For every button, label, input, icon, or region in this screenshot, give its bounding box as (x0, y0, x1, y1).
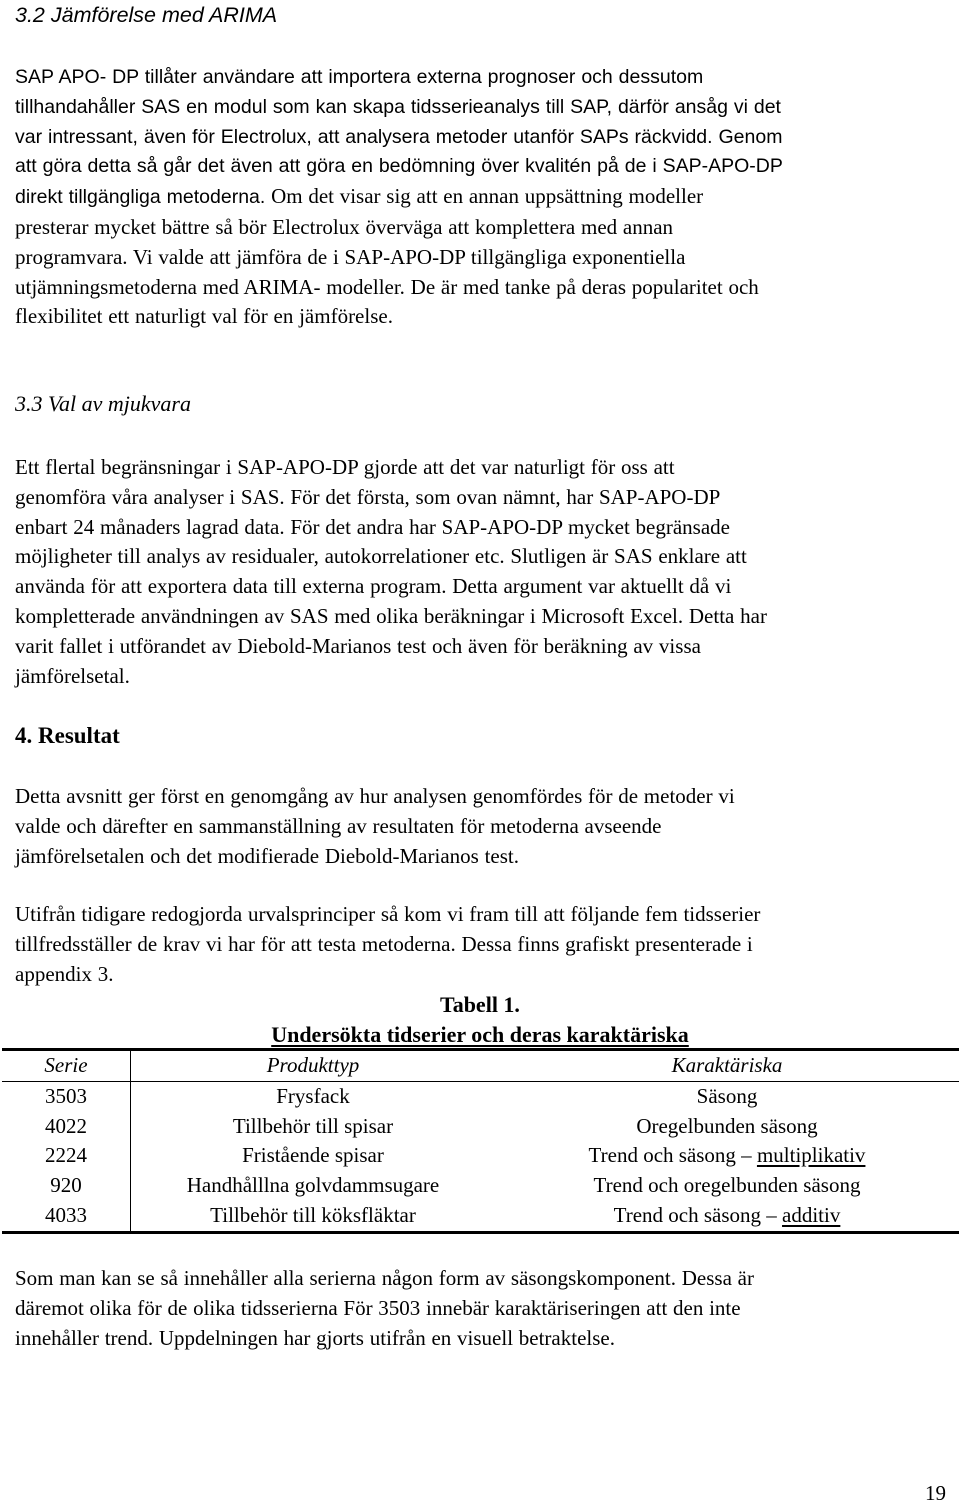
table-caption-number: Tabell 1. (440, 992, 520, 1017)
cell-karaktariska-text: Trend och säsong – (588, 1143, 757, 1168)
text-line: utjämningsmetoderna med ARIMA- modeller. De är med tanke på deras popularitet och (15, 274, 759, 299)
cell-karaktariska-underlined: multiplikativ (756, 1143, 866, 1168)
section-4-paragraph-2 (15, 900, 960, 989)
section-3-3-paragraph (15, 453, 960, 691)
text-line: jämförelsetal. (15, 663, 130, 688)
closing-paragraph (15, 1264, 960, 1353)
text-line: var intressant, även för Electrolux, att analysera metoder utanför SAPs räckvidd. Genom (15, 125, 783, 148)
table-caption-title (0, 1020, 960, 1050)
text-line: tillfredsställer de krav vi har för att testa metoderna. Dessa finns grafiskt presenterade i (15, 931, 753, 956)
cell-serie: 4033 (2, 1201, 131, 1232)
cell-produkttyp: Tillbehör till köksfläktar (210, 1202, 416, 1227)
section-4-paragraph-1 (15, 782, 960, 871)
cell-produkttyp: Tillbehör till spisar (232, 1113, 394, 1138)
column-header-produkttyp: Produkttyp (266, 1053, 360, 1077)
text-line: möjligheter till analys av residualer, autokorrelationer etc. Slutligen är SAS enklare att (15, 544, 747, 569)
text-line: valde och därefter en sammanställning av resultaten för metoderna avseende (15, 813, 662, 838)
table-row (2, 1081, 959, 1111)
text-segment-serif: Om det visar sig att en annan uppsättning modeller (271, 184, 704, 209)
cell-serie: 2224 (2, 1141, 131, 1171)
section-3-2-paragraph (15, 63, 960, 332)
text-line: att göra detta så går det även att göra en bedömning över kvalitén på de i SAP-APO-DP (15, 155, 783, 178)
text-line: varit fallet i utförandet av Diebold-Marianos test och även för beräkning av vissa (15, 633, 701, 658)
text-line-mixed (15, 182, 960, 213)
cell-produkttyp: Frysfack (276, 1083, 350, 1108)
text-line: genomföra våra analyser i SAS. För det första, som ovan nämnt, har SAP-APO-DP (15, 484, 721, 509)
cell-karaktariska (495, 1141, 959, 1171)
column-header-serie: Serie (2, 1050, 131, 1082)
cell-serie: 3503 (2, 1081, 131, 1111)
cell-karaktariska-text: Trend och säsong – (613, 1202, 783, 1227)
text-line: Ett flertal begränsningar i SAP-APO-DP gjorde att det var naturligt för oss att (15, 455, 675, 479)
cell-karaktariska (495, 1081, 959, 1111)
cell-karaktariska-text: Trend och oregelbunden säsong (593, 1173, 861, 1198)
text-line: tillhandahåller SAS en modul som kan skapa tidsserieanalys till SAP, därför ansåg vi det (15, 95, 781, 118)
text-line: kompletterade användningen av SAS med olika beräkningar i Microsoft Excel. Detta har (15, 603, 767, 628)
data-table (2, 1048, 959, 1234)
text-line: jämförelsetalen och det modifierade Diebold-Marianos test. (15, 843, 519, 868)
text-line: programvara. Vi valde att jämföra de i SAP-APO-DP tillgängliga exponentiella (15, 244, 686, 269)
table-row (2, 1112, 959, 1142)
text-line: flexibilitet ett naturligt val för en jämförelse. (15, 304, 393, 329)
text-line: SAP APO- DP tillåter användare att importera externa prognoser och dessutom (15, 66, 704, 88)
cell-karaktariska (495, 1171, 959, 1201)
cell-produkttyp: Handhålllna golvdammsugare (186, 1173, 440, 1198)
column-header-karaktariska: Karaktäriska (671, 1053, 783, 1077)
table-caption-title-text: Undersökta tidserier och deras karaktäriska (271, 1022, 689, 1047)
table-row (2, 1171, 959, 1201)
cell-karaktariska (495, 1201, 959, 1232)
cell-serie: 4022 (2, 1112, 131, 1142)
text-line: appendix 3. (15, 961, 114, 986)
table-row (2, 1141, 959, 1171)
cell-produkttyp: Fristående spisar (242, 1143, 384, 1168)
text-segment-sans: direkt tillgängliga metoderna. (15, 186, 266, 209)
section-heading-4: 4. Resultat (15, 723, 120, 748)
section-heading-3-2: 3.2 Jämförelse med ARIMA (15, 3, 278, 27)
cell-serie: 920 (2, 1171, 131, 1201)
cell-karaktariska-text: Säsong (696, 1083, 758, 1108)
text-line: använda för att exportera data till externa program. Detta argument var aktuellt då vi (15, 574, 732, 599)
table-header-row (2, 1050, 959, 1082)
text-line: enbart 24 månaders lagrad data. För det andra har SAP-APO-DP mycket begränsade (15, 514, 730, 539)
text-line: Detta avsnitt ger först en genomgång av hur analysen genomfördes för de metoder vi (15, 784, 735, 808)
text-line: innehåller trend. Uppdelningen har gjorts utifrån en visuell betraktelse. (15, 1325, 615, 1350)
text-line: däremot olika för de olika tidsserierna För 3503 innebär karaktäriseringen att den inte (15, 1295, 741, 1320)
table-row (2, 1201, 959, 1232)
section-heading-3-3: 3.3 Val av mjukvara (15, 391, 191, 416)
text-line: Som man kan se så innehåller alla serierna någon form av säsongskomponent. Dessa är (15, 1266, 754, 1290)
text-line: presterar mycket bättre så bör Electrolux överväga att komplettera med annan (15, 214, 674, 239)
text-line: Utifrån tidigare redogjorda urvalsprinciper så kom vi fram till att följande fem tidsserier (15, 902, 761, 926)
page-number: 19 (925, 1481, 946, 1505)
cell-karaktariska (495, 1112, 959, 1142)
cell-karaktariska-underlined: additiv (782, 1202, 841, 1227)
cell-karaktariska-text: Oregelbunden säsong (636, 1113, 818, 1138)
